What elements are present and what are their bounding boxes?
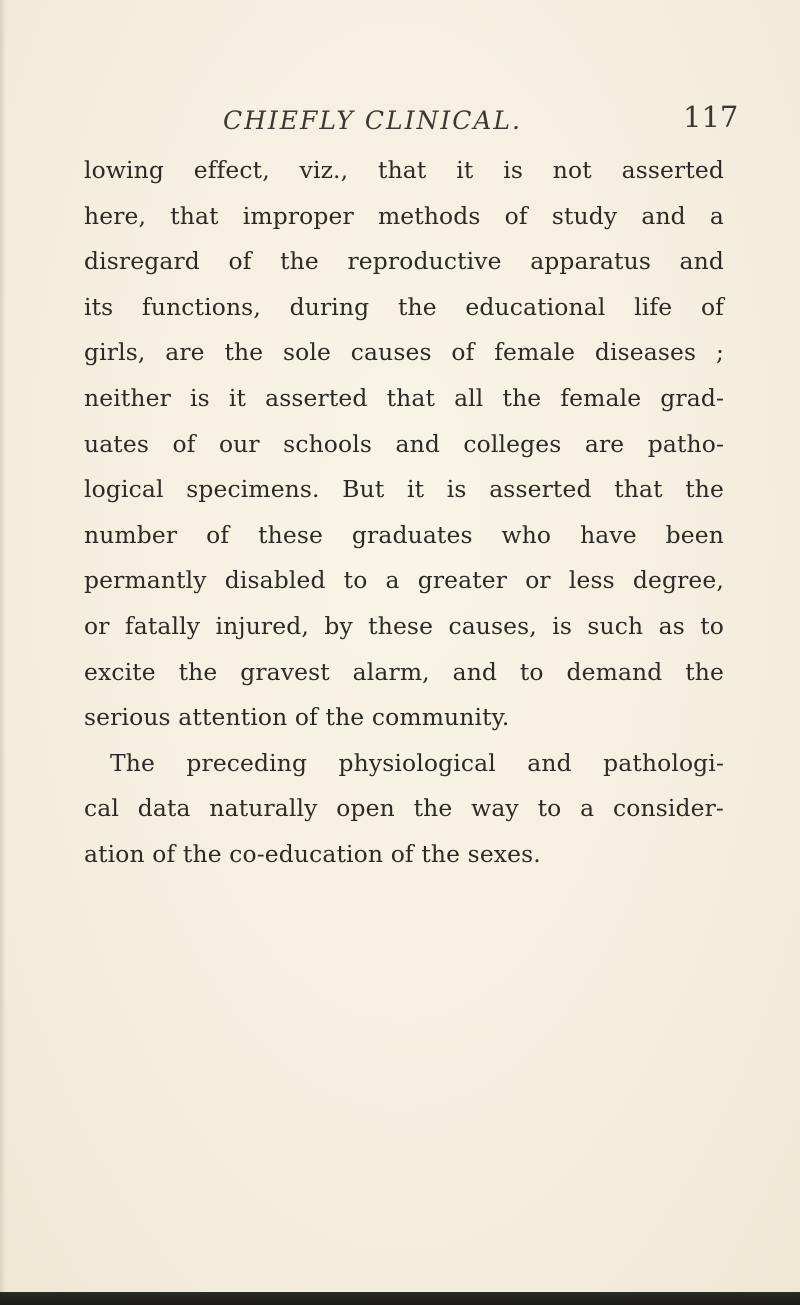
text-line: ation of the co-education of the sexes.: [84, 839, 541, 868]
text-line: number of these graduates who have been: [84, 520, 724, 549]
running-head: CHIEFLY CLINICAL.: [223, 106, 522, 135]
text-line: disregard of the reproductive apparatus and: [84, 247, 724, 276]
page-number: 117: [683, 100, 739, 134]
text-line: excite the gravest alarm, and to demand the: [84, 657, 724, 686]
page-edge-shadow: [0, 0, 6, 1305]
text-line: girls, are the sole causes of female diseases ;: [84, 338, 724, 367]
text-line: The preceding physiological and pathologi-: [110, 748, 724, 777]
text-line: its functions, during the educational life of: [84, 292, 724, 321]
text-line: lowing effect, viz., that it is not asserted: [84, 156, 724, 184]
body-text: [84, 148, 724, 878]
text-line: here, that improper methods of study and a: [84, 201, 724, 230]
text-line: uates of our schools and colleges are patho-: [84, 429, 724, 458]
text-line: or fatally injured, by these causes, is such as to: [84, 611, 724, 640]
scan-bottom-edge: [0, 1292, 800, 1305]
text-line: serious attention of the community.: [84, 703, 510, 732]
text-line: permantly disabled to a greater or less degree,: [84, 566, 724, 595]
text-line: neither is it asserted that all the female grad-: [84, 383, 724, 412]
text-line: cal data naturally open the way to a consider-: [84, 794, 724, 823]
page-header: [0, 98, 800, 138]
text-line: logical specimens. But it is asserted that the: [84, 475, 724, 504]
